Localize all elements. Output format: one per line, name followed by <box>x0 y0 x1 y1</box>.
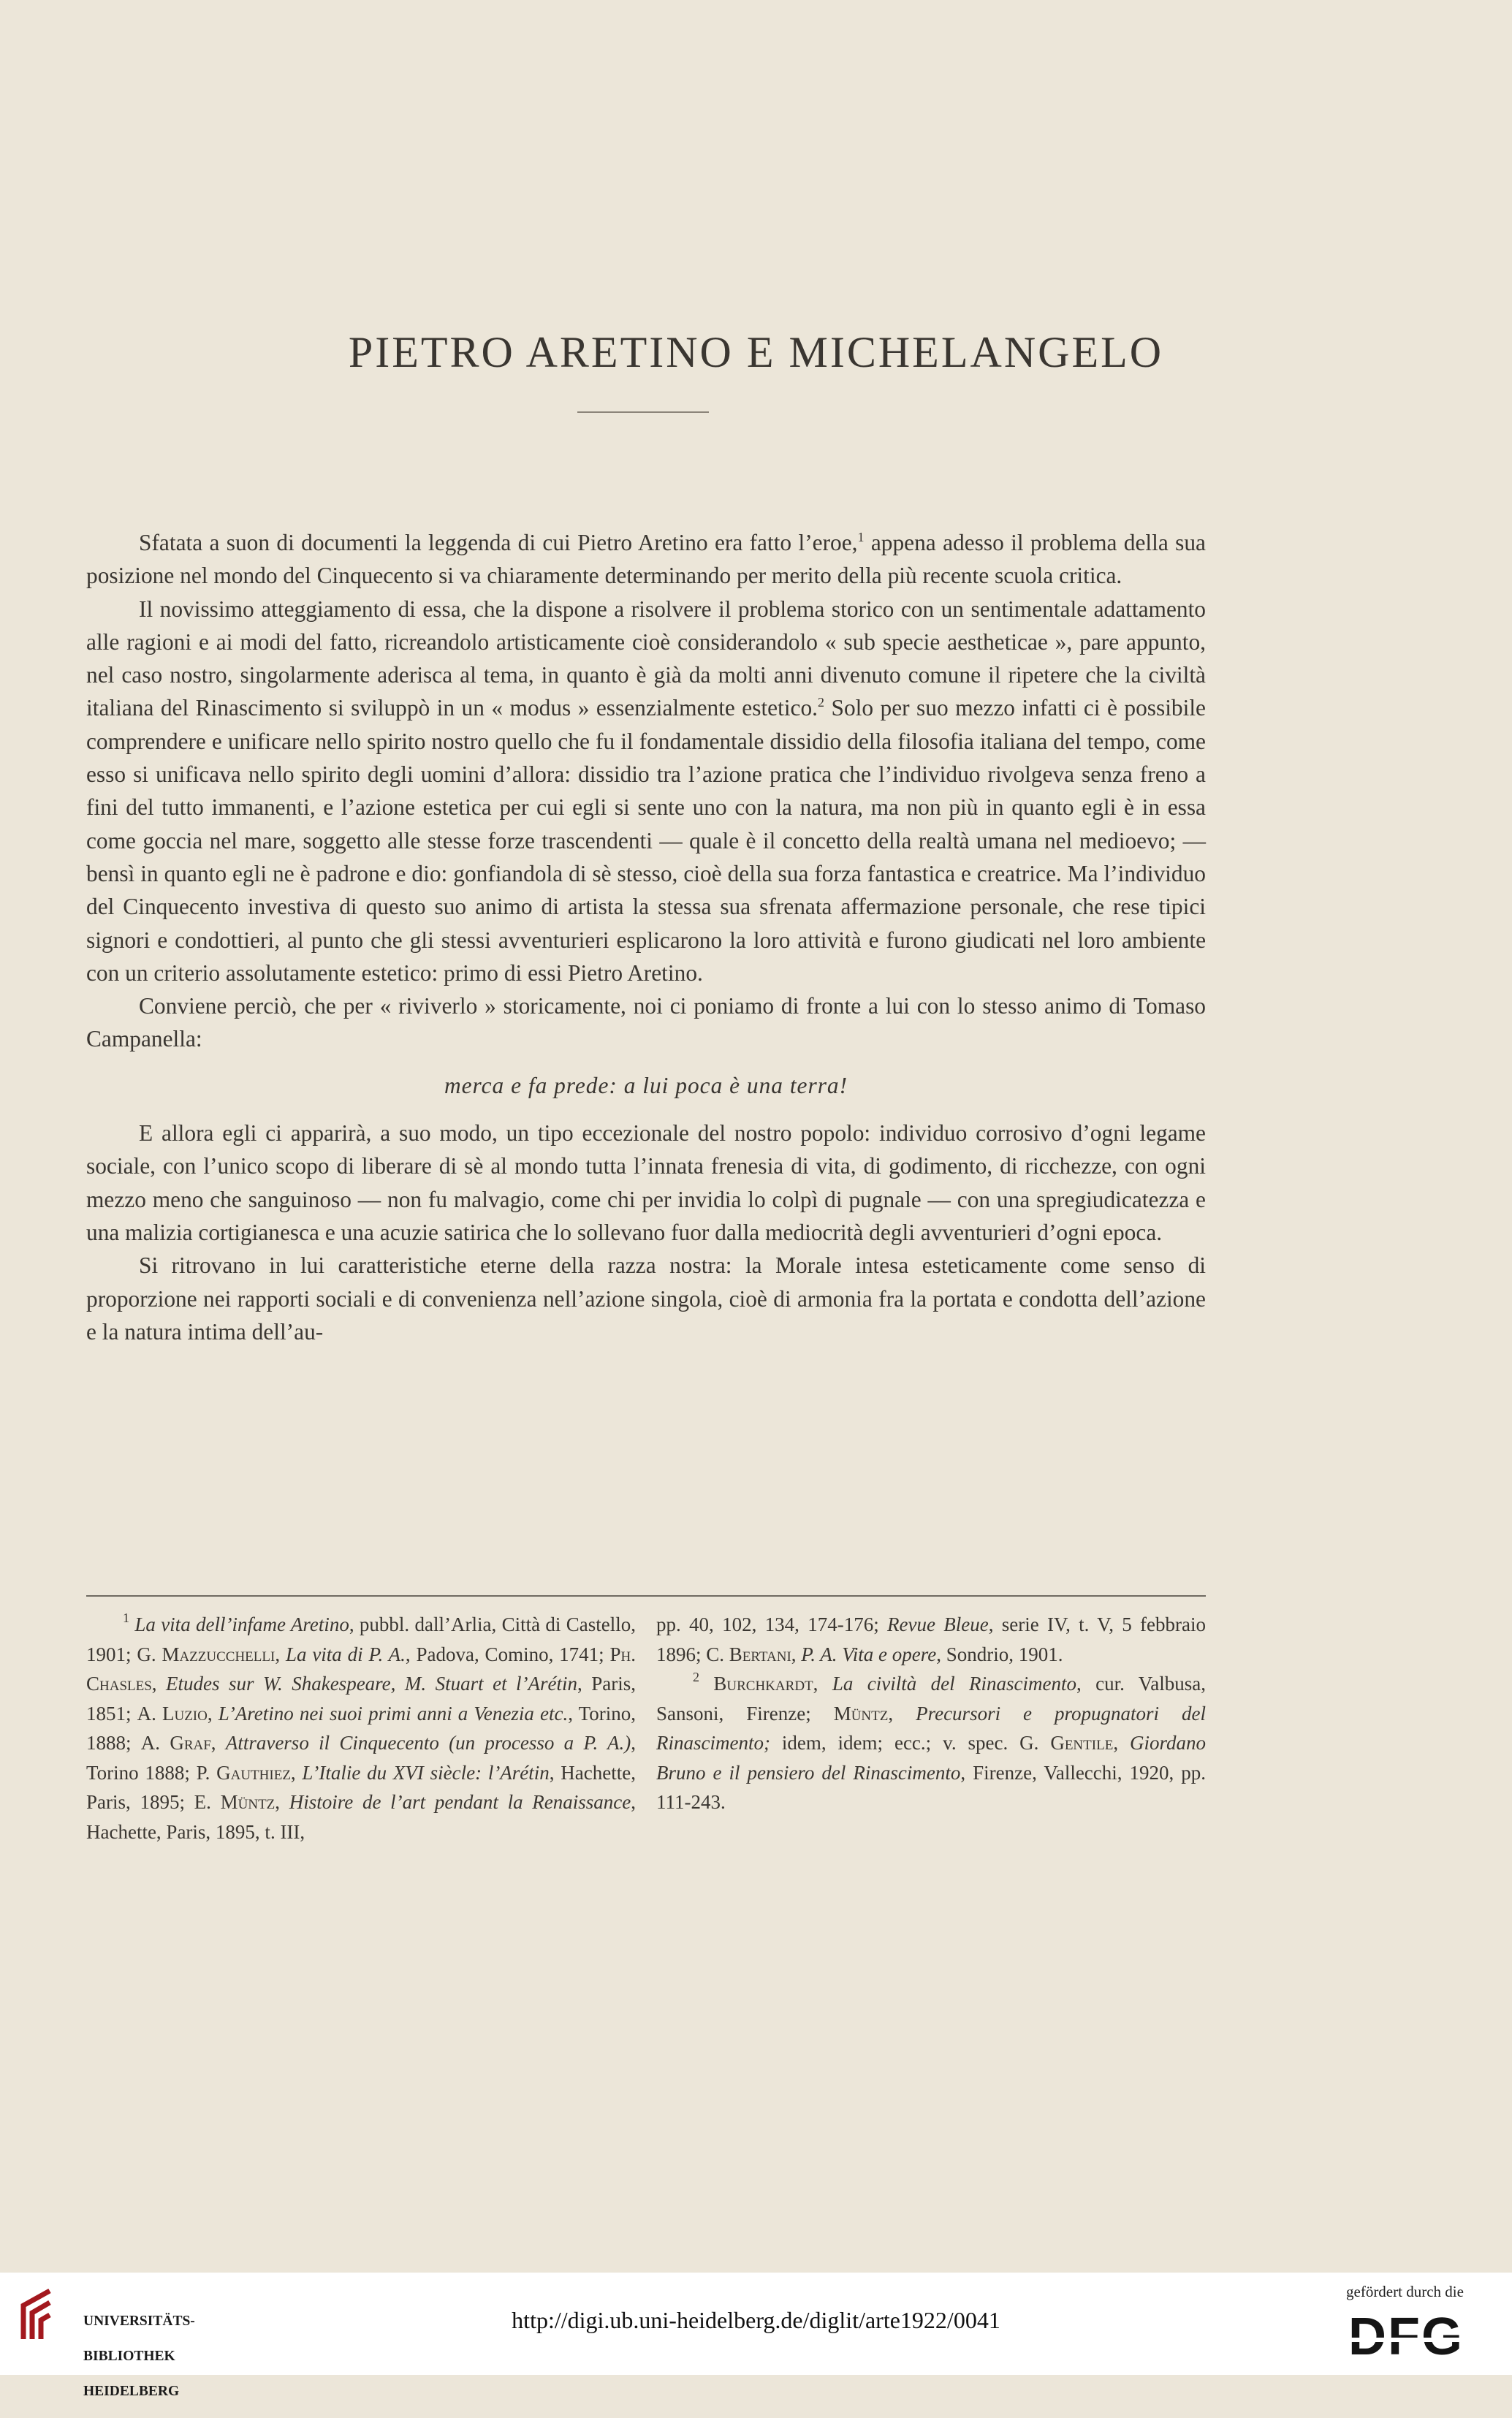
fn2-author-3: G. Gentile <box>1019 1732 1114 1754</box>
fn1-author-3: A. Luzio <box>137 1702 208 1725</box>
fn1-text-17: , Hachette, Paris, 1895; <box>86 1761 636 1813</box>
footnote-1 <box>86 1610 636 1847</box>
funding-caption: gefördert durch die <box>1346 2283 1464 2300</box>
fn1-title-19: Histoire de l’art pendant la Renaissance <box>289 1791 631 1813</box>
fn1-text-15: , <box>290 1761 303 1784</box>
fn1-cont-4: , <box>791 1643 802 1665</box>
footnote-1-number: 1 <box>123 1611 129 1625</box>
fn1-text-12: , <box>210 1732 226 1754</box>
fn1-text-11: , Torino, 1888; <box>86 1702 636 1754</box>
footnotes-right-column <box>656 1610 1206 1817</box>
paragraph-2 <box>86 593 1206 990</box>
article-body <box>86 526 1206 1348</box>
fn2-author-2: Müntz <box>833 1702 889 1725</box>
fn1-title-13: Attraverso il Cinquecento (un processo a P. A.) <box>225 1732 631 1754</box>
fn2-text-7: , <box>1113 1732 1130 1754</box>
paragraph-2-text-a: Il novissimo atteggiamento di essa, che la dispone a risolvere il problema storico con un sentimentale adattamento alle ragioni e ai modi del fatto, ricreandolo artisticamente cioè considerandolo « sub specie aestheticae », pare appunto, nel caso nostro, singolarmente aderisca al tema, in quanto è già da molti anni divenuto comune il ripetere che la civiltà italiana del Rinascimento si sviluppò in un « modus » essenzialmente estetico. <box>86 596 1206 721</box>
library-name-line-3: HEIDELBERG <box>83 2384 180 2399</box>
fn2-text-6: idem, idem; ecc.; v. spec. <box>770 1732 1020 1754</box>
library-name-line-1: UNIVERSITÄTS- <box>83 2314 195 2329</box>
fn1-text-3: , <box>275 1643 286 1665</box>
fn1-title-10: L’Aretino nei suoi primi anni a Venezia etc. <box>218 1702 569 1725</box>
paragraph-1 <box>86 526 1206 593</box>
footnote-ref-2[interactable]: 2 <box>818 695 825 710</box>
fn1-author-5: P. Gauthiez <box>196 1761 291 1784</box>
fn2-title-8: Giordano Bruno e il pensiero del Rinascimento <box>656 1732 1206 1784</box>
paragraph-2-text-b: Solo per suo mezzo infatti ci è possibile comprendere e unificare nello spirito nostro quello che fu il fondamentale dissidio della filosofia italiana del tempo, come esso si unificava nello spirito degli uomini d’allora: dissidio tra l’azione pratica che l’individuo rivolgeva senza freno a fini del tutto immanenti, e l’azione estetica per cui egli si sente uno con la natura, ma non più in quanto egli è in essa come goccia nel mare, soggetto alle stesse forze trascendenti — quale è il concetto della realtà umana nel medioevo; — bensì in quanto egli ne è padrone e dio: gonfiandola di sè stesso, cioè della sua forza fantastica e creatrice. Ma l’individuo del Cinquecento investiva di questo suo animo di artista la stessa sua sfrenata affermazione personale, che rese tipici signori e condottieri, al punto che gli stessi avventurieri esplicarono la loro attività e furono giudicati nel loro ambiente con un criterio assolutamente estetico: primo di essi Pietro Aretino. <box>86 695 1206 986</box>
fn1-cont-6: , Sondrio, 1901. <box>936 1643 1063 1665</box>
fn1-cont-1: pp. 40, 102, 134, 174-176; <box>656 1613 888 1635</box>
fn1-title-16: L’Italie du XVI siècle: l’Arétin <box>302 1761 550 1784</box>
fn2-text-9: , Firenze, Vallecchi, 1920, pp. 111-243. <box>656 1761 1206 1813</box>
dfg-logo-icon[interactable] <box>1348 2309 1486 2360</box>
fn2-text-4: , <box>888 1702 916 1725</box>
footnotes-left-column <box>86 1610 636 1847</box>
title-divider <box>577 411 709 413</box>
fn1-text-9: , <box>207 1702 219 1725</box>
paragraph-1-text-a: Sfatata a suon di documenti la leggenda di cui Pietro Aretino era fatto l’eroe, <box>139 530 858 555</box>
footnote-2 <box>656 1669 1206 1817</box>
fn1-text-20: , Hachette, Paris, 1895, t. III, <box>86 1791 636 1843</box>
fn1-text-2: , pubbl. dall’Arlia, Città di Castello, 1901; <box>86 1613 636 1665</box>
fn1-author-7: C. Bertani <box>706 1643 791 1665</box>
footnote-divider <box>86 1595 1206 1597</box>
fn1-author-2: Ph. Chasles <box>86 1643 637 1695</box>
footnote-1-continued <box>656 1610 1206 1669</box>
fn1-text-18: , <box>275 1791 289 1813</box>
fn1-text-14: , Torino 1888; <box>86 1732 636 1784</box>
library-name-line-2: BIBLIOTHEK <box>83 2349 175 2364</box>
fn2-text-3: , cur. Valbusa, Sansoni, Firenze; <box>656 1673 1207 1725</box>
fn1-cont-3: , serie IV, t. V, 5 febbraio 1896; <box>656 1613 1207 1665</box>
article-title: PIETRO ARETINO E MICHELANGELO <box>348 328 1164 376</box>
fn1-title-7: Etudes sur W. Shakespeare, M. Stuart et l’Arétin <box>166 1673 578 1695</box>
verse-quote: merca e fa prede: a lui poca è una terra! <box>444 1072 848 1098</box>
paragraph-5: Si ritrovano in lui caratteristiche eterne della razza nostra: la Morale intesa esteticamente come senso di proporzione nei rapporti sociali e di convenienza nell’azione singola, cioè di armonia fra la portata e condotta dell’azione e la natura intima dell’au- <box>86 1252 1206 1345</box>
fn1-title-4: La vita di P. A. <box>285 1643 406 1665</box>
fn2-title-2: La civiltà del Rinascimento <box>832 1673 1076 1695</box>
fn1-author-6: E. Müntz <box>194 1791 276 1813</box>
fn1-author-4: A. Graf <box>140 1732 211 1754</box>
paragraph-1-text-b: appena adesso il problema della sua posizione nel mondo del Cinquecento si va chiaramente determinando per merito della più recente scuola critica. <box>86 530 1206 589</box>
paragraph-4: E allora egli ci apparirà, a suo modo, un tipo eccezionale del nostro popolo: individuo corrosivo d’ogni legame sociale, con l’unico scopo di liberare di sè al mondo tutta l’innata frenesia di vita, di godimento, di ricchezze, con ogni mezzo meno che sanguinoso — non fu malvagio, come chi per invidia lo colpì di pugnale — con una spregiudicatezza e una malizia cortigianesca e una acuzie satirica che lo sollevano fuor dalla mediocrità degli avventurieri d’ogni epoca. <box>86 1120 1206 1245</box>
fn1-cont-5: P. A. Vita e opere <box>801 1643 937 1665</box>
dfg-logo-text: DFG <box>1348 2309 1464 2360</box>
fn1-text-5: , Padova, Comino, 1741; <box>405 1643 610 1665</box>
fn2-title-5: Precursori e propugnatori del Rinascimento; <box>656 1702 1206 1754</box>
permalink-url[interactable]: http://digi.ub.uni-heidelberg.de/diglit/arte1922/0041 <box>512 2307 1000 2333</box>
fn1-cont-2: Revue Bleue <box>887 1613 989 1635</box>
fn2-text-1: , <box>813 1673 832 1695</box>
fn1-author-1: G. Mazzucchelli <box>137 1643 276 1665</box>
footnote-2-number: 2 <box>693 1670 699 1684</box>
paragraph-3: Conviene perciò, che per « riviverlo » storicamente, noi ci poniamo di fronte a lui con lo stesso animo di Tomaso Campanella: <box>86 993 1206 1052</box>
fn1-text-8: , Paris, 1851; <box>86 1673 637 1725</box>
fn2-author-1: Burchkardt <box>713 1673 813 1695</box>
footnote-ref-1[interactable]: 1 <box>857 530 865 544</box>
fn1-text-6: , <box>151 1673 167 1695</box>
fn1-title-1: La vita dell’infame Aretino <box>134 1613 349 1635</box>
